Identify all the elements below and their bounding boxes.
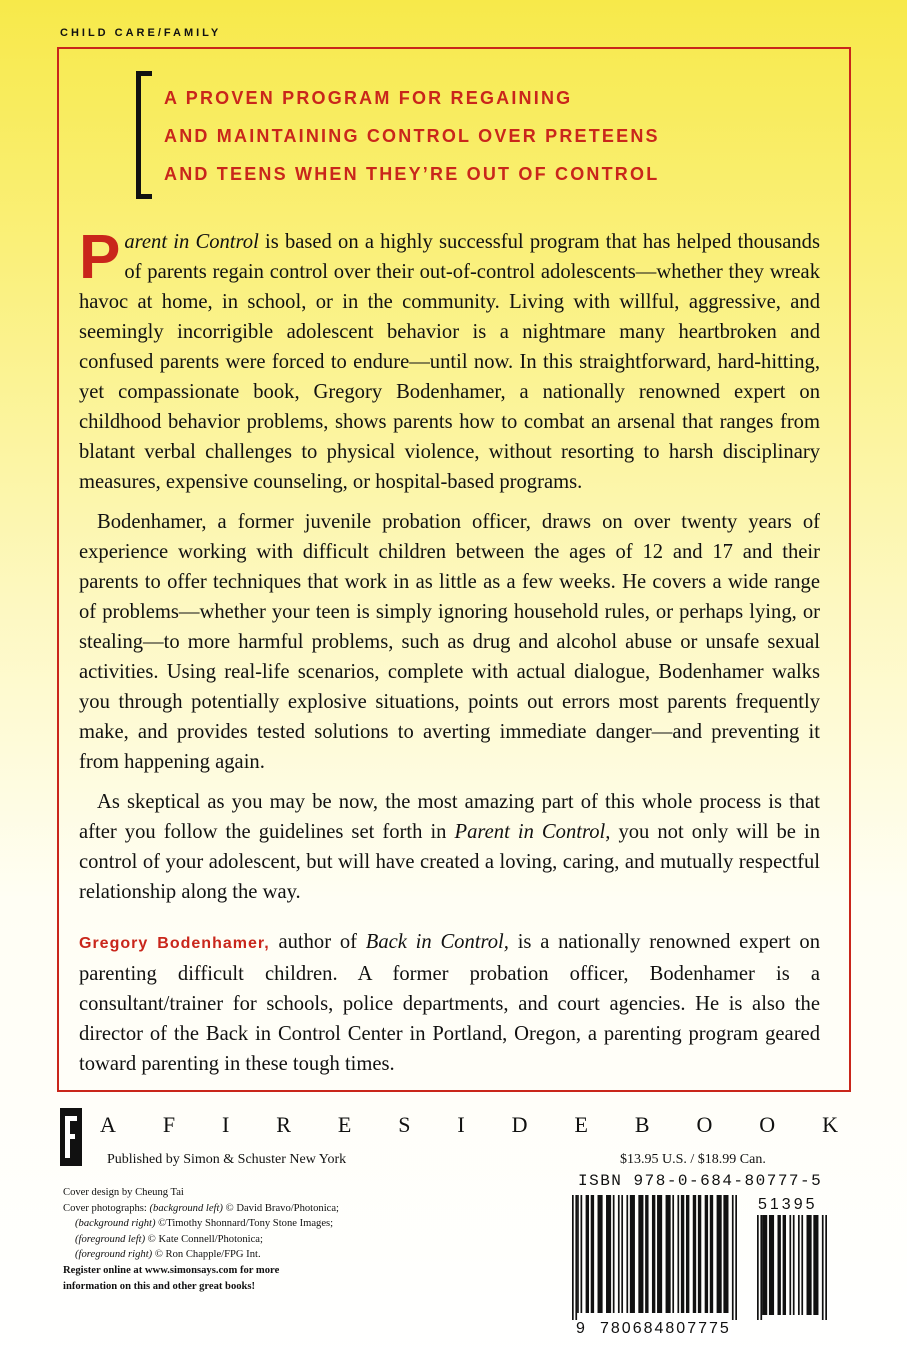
barcode-bar	[825, 1215, 827, 1320]
imprint-letter: E	[337, 1112, 354, 1137]
barcode-bar	[760, 1215, 762, 1320]
barcode-bar	[705, 1195, 708, 1313]
barcode-bar	[606, 1195, 611, 1313]
barcode-bar	[581, 1195, 583, 1313]
imprint-letter: I	[457, 1112, 467, 1137]
barcode-first-digit: 9	[576, 1320, 585, 1337]
barcode-addon-number: 51395	[758, 1196, 818, 1213]
imprint-letter: R	[276, 1112, 293, 1137]
description-paragraph-2: Bodenhamer, a former juvenile probation officer, draws on over twenty years of experience working with difficult children between the ages of 12 and 17 and their parents to offer techniques that work in as little as a few weeks. He covers a wide range of problems—whether your teen is simply ignoring household rules, or perhaps lying, or stealing—to more harmful problems, such as drug and alcohol abuse or unsafe sexual activities. Using real-life scenarios, complete with actual dialogue, Bodenhamer walks you through potentially explosive situations, points out errors most parents frequently make, and provides tested solutions to averting immediate danger—and preventing it from happening again.	[79, 511, 820, 773]
barcode-bar	[822, 1215, 824, 1320]
cover-credits	[63, 1185, 339, 1294]
barcode-bar	[613, 1195, 615, 1313]
headline-line-1: A PROVEN PROGRAM FOR REGAINING	[164, 88, 573, 108]
headline-line-3: AND TEENS WHEN THEY’RE OUT OF CONTROL	[164, 164, 660, 184]
barcode-bar	[813, 1215, 818, 1315]
barcode-bar	[638, 1195, 643, 1313]
book-title-ref: Parent in Control,	[454, 821, 611, 843]
publisher-line: Published by Simon & Schuster New York	[107, 1152, 347, 1167]
barcode-bar	[686, 1195, 689, 1313]
cover-frame	[57, 47, 851, 1092]
imprint-letter: I	[221, 1112, 232, 1137]
barcode-bar	[783, 1215, 786, 1315]
description-paragraph-3: As skeptical as you may be now, the most amazing part of this whole process is that after you follow the guidelines set forth in Parent in Control, you not only will be in control of your adolescent, but will have created a loving, caring, and mutually respectful relationship along the way.	[79, 791, 821, 903]
price: $13.95 U.S. / $18.99 Can.	[620, 1152, 766, 1167]
barcode-bar	[575, 1195, 577, 1320]
barcode-bar	[793, 1215, 795, 1315]
author-bio: Gregory Bodenhamer, author of Back in Control, is a nationally renowned expert on parenting difficult children. A former probation officer, Bodenhamer is a consultant/trainer for schools, police departments, and court agencies. He is also the director of the Back in Control Center in Portland, Oregon, a parenting program geared toward parenting in these tough times.	[79, 931, 820, 1075]
barcode-bar	[666, 1195, 671, 1313]
category-label: CHILD CARE/FAMILY	[60, 27, 222, 39]
barcode-bar	[626, 1195, 628, 1313]
headline	[164, 79, 660, 193]
imprint-letter: D	[511, 1112, 530, 1137]
headline-line-2: AND MAINTAINING CONTROL OVER PRETEENS	[164, 126, 660, 146]
photo-credit-3: (foreground left) © Kate Connell/Photonica;	[75, 1233, 263, 1245]
design-credit: Cover design by Cheung Tai	[63, 1187, 184, 1198]
barcode-bar	[789, 1215, 791, 1315]
barcode-bar	[677, 1195, 679, 1313]
photo-credit-4: (foreground right) © Ron Chapple/FPG Int.	[75, 1249, 261, 1261]
barcode-bar	[801, 1215, 803, 1315]
author-name: Gregory Bodenhamer,	[79, 935, 270, 952]
photo-credit-1: Cover photographs: (background left) © David Bravo/Photonica;	[63, 1202, 339, 1214]
barcode-bar	[732, 1195, 734, 1320]
barcode-bar	[777, 1215, 780, 1315]
barcode-bar	[762, 1215, 767, 1315]
barcode-bar	[698, 1195, 701, 1313]
imprint-letter: K	[822, 1112, 840, 1137]
imprint-letter: S	[398, 1112, 413, 1137]
imprint-line	[100, 1112, 840, 1138]
description	[79, 223, 821, 917]
imprint-letter: O	[759, 1112, 778, 1137]
drop-cap: P	[79, 223, 121, 292]
barcode-bar	[672, 1195, 674, 1313]
imprint-letter: E	[574, 1112, 590, 1137]
barcode-bar	[652, 1195, 655, 1313]
register-line-1: Register online at www.simonsays.com for more	[63, 1264, 280, 1276]
barcode-bar	[572, 1195, 574, 1320]
imprint-letter: O	[696, 1112, 715, 1137]
barcode-bar	[798, 1215, 800, 1315]
photo-credit-2: (background right) ©Timothy Shonnard/Tony Stone Images;	[75, 1218, 334, 1230]
barcode-bar	[710, 1195, 713, 1313]
barcode-bar	[693, 1195, 696, 1313]
barcode-bar	[591, 1195, 594, 1313]
barcode-bar	[681, 1195, 684, 1313]
imprint-letter: F	[162, 1112, 178, 1137]
barcode-number: 780684807775	[600, 1320, 731, 1337]
open-bracket	[136, 71, 152, 199]
description-paragraph-1	[79, 223, 820, 497]
addon-barcode-bars	[757, 1215, 827, 1320]
book-title: arent in Control	[124, 231, 259, 253]
barcode-bar	[723, 1195, 728, 1313]
isbn: ISBN 978-0-684-80777-5	[578, 1172, 823, 1190]
barcode-bar	[769, 1215, 774, 1315]
barcode-bar	[807, 1215, 812, 1315]
barcode-bar	[630, 1195, 635, 1313]
barcode-bar	[757, 1215, 759, 1320]
ean-barcode-bars	[572, 1195, 737, 1320]
barcode-bar	[621, 1195, 623, 1313]
barcode-bar	[598, 1195, 603, 1313]
barcode-bar	[618, 1195, 620, 1313]
barcode-bar	[645, 1195, 648, 1313]
prior-book-title: Back in Control,	[365, 931, 509, 953]
imprint-letter: A	[100, 1112, 118, 1137]
barcode-bar	[577, 1195, 579, 1313]
barcode-bar	[735, 1195, 737, 1320]
paragraph-1-text: is based on a highly successful program that has helped thousands of parents regain control over their out-of-control adolescents—whether they wreak havoc at home, in school, or in the community. Living with willful, aggressive, and seemingly incorrigible adolescent behavior is a nightmare many heartbroken and confused parents were forced to endure—until now. In this straightforward, hard-hitting, yet compassionate book, Gregory Bodenhamer, a nationally renowned expert on childhood behavior problems, shows parents how to combat an arsenal that ranges from blatant verbal challenges to physical violence, without resorting to harsh disciplinary measures, expensive counseling, or hospital-based programs.	[79, 231, 820, 493]
fireside-logo-icon	[60, 1108, 82, 1166]
barcode-bar	[717, 1195, 722, 1313]
barcode-bar	[586, 1195, 589, 1313]
imprint-letter: B	[634, 1112, 652, 1137]
register-line-2: information on this and other great books!	[63, 1280, 256, 1292]
barcode-bar	[657, 1195, 662, 1313]
